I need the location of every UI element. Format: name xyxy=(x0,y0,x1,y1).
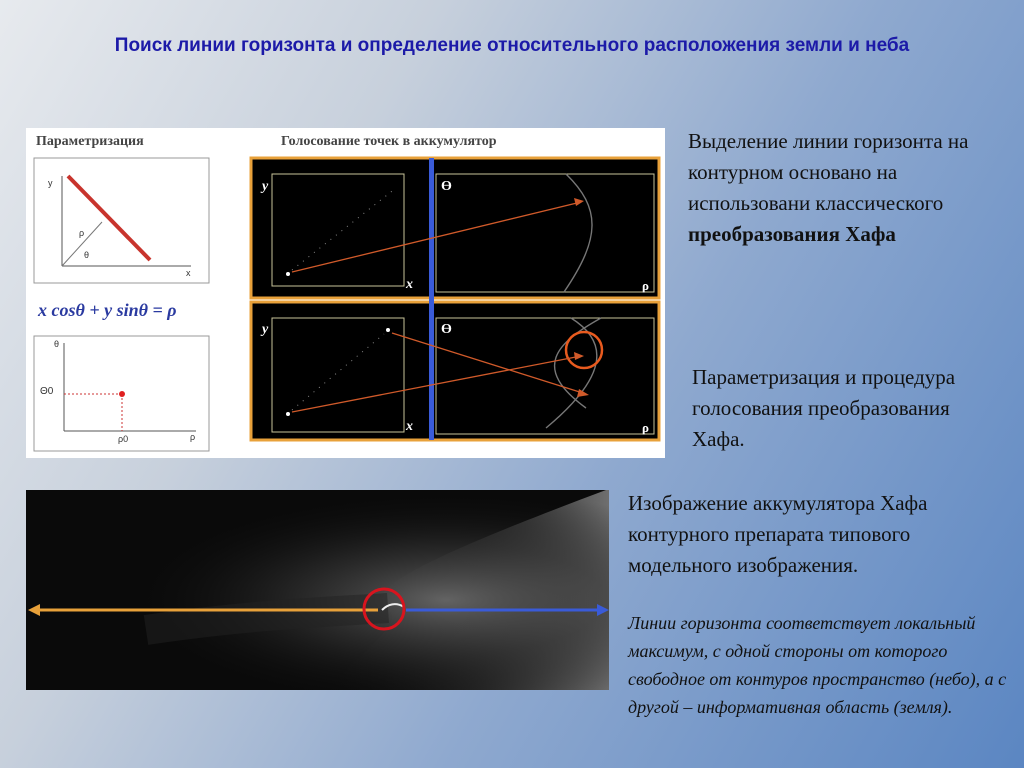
vote-title: Голосование точек в аккумулятор xyxy=(281,134,497,149)
hough-accumulator-image xyxy=(26,490,609,690)
bottom-y-label: y xyxy=(262,322,269,337)
voting-procedure-text: Параметризация и процедура голосования преобразования Хафа. xyxy=(692,365,956,451)
theta0-label: Θ0 xyxy=(40,386,54,397)
param2-theta-label: θ xyxy=(54,339,60,349)
accumulator-caption: Изображение аккумулятора Хафа контурного препарата типового модельного изображения. xyxy=(628,491,928,577)
figure-graphics xyxy=(26,128,665,458)
accumulator-graphics xyxy=(26,490,609,690)
bottom-x-label: x xyxy=(406,419,413,434)
horizon-detection-text-plain: Выделение линии горизонта на контурном основано на использовани классического xyxy=(688,129,969,215)
top-theta-label: ϴ xyxy=(441,179,452,194)
bottom-point-a xyxy=(286,412,290,416)
vote-panel-top xyxy=(251,158,659,298)
bottom-point-b xyxy=(386,328,390,332)
param-red-line xyxy=(68,176,150,260)
param-title: Параметризация xyxy=(36,134,144,149)
accumulator-point xyxy=(119,391,125,397)
top-point-a xyxy=(286,272,290,276)
rho0-label: ρ0 xyxy=(118,434,129,444)
accum-glow xyxy=(26,490,609,690)
param-x-label: x xyxy=(186,268,191,278)
horizon-detection-text-bold: преобразования Хафа xyxy=(688,222,896,246)
param-box-line xyxy=(34,158,209,283)
bottom-theta-label: ϴ xyxy=(441,322,452,337)
top-rho-label: ρ xyxy=(642,278,649,293)
slide-title: Поиск линии горизонта и определение относительного расположения земли и неба xyxy=(114,35,910,56)
horizon-detection-text xyxy=(688,126,1008,250)
param-theta-label: θ xyxy=(84,250,90,260)
hough-formula: x cosθ + y sinθ = ρ xyxy=(38,300,177,320)
bottom-rho-label: ρ xyxy=(642,420,649,435)
param-rho-label: ρ xyxy=(79,228,85,238)
vote-divider xyxy=(429,158,434,440)
hough-parametrization-figure xyxy=(26,128,665,458)
top-x-label: x xyxy=(406,277,413,292)
vote-panel-bottom xyxy=(251,302,659,440)
horizon-explanation: Линии горизонта соответствует локальный максимум, с одной стороны от которого свободное от контуров пространство (небо), а с другой – информативная область (земля). xyxy=(628,613,1007,717)
param2-rho-label: ρ xyxy=(190,432,196,442)
top-y-label: y xyxy=(262,179,269,194)
param-y-label: y xyxy=(48,178,53,188)
